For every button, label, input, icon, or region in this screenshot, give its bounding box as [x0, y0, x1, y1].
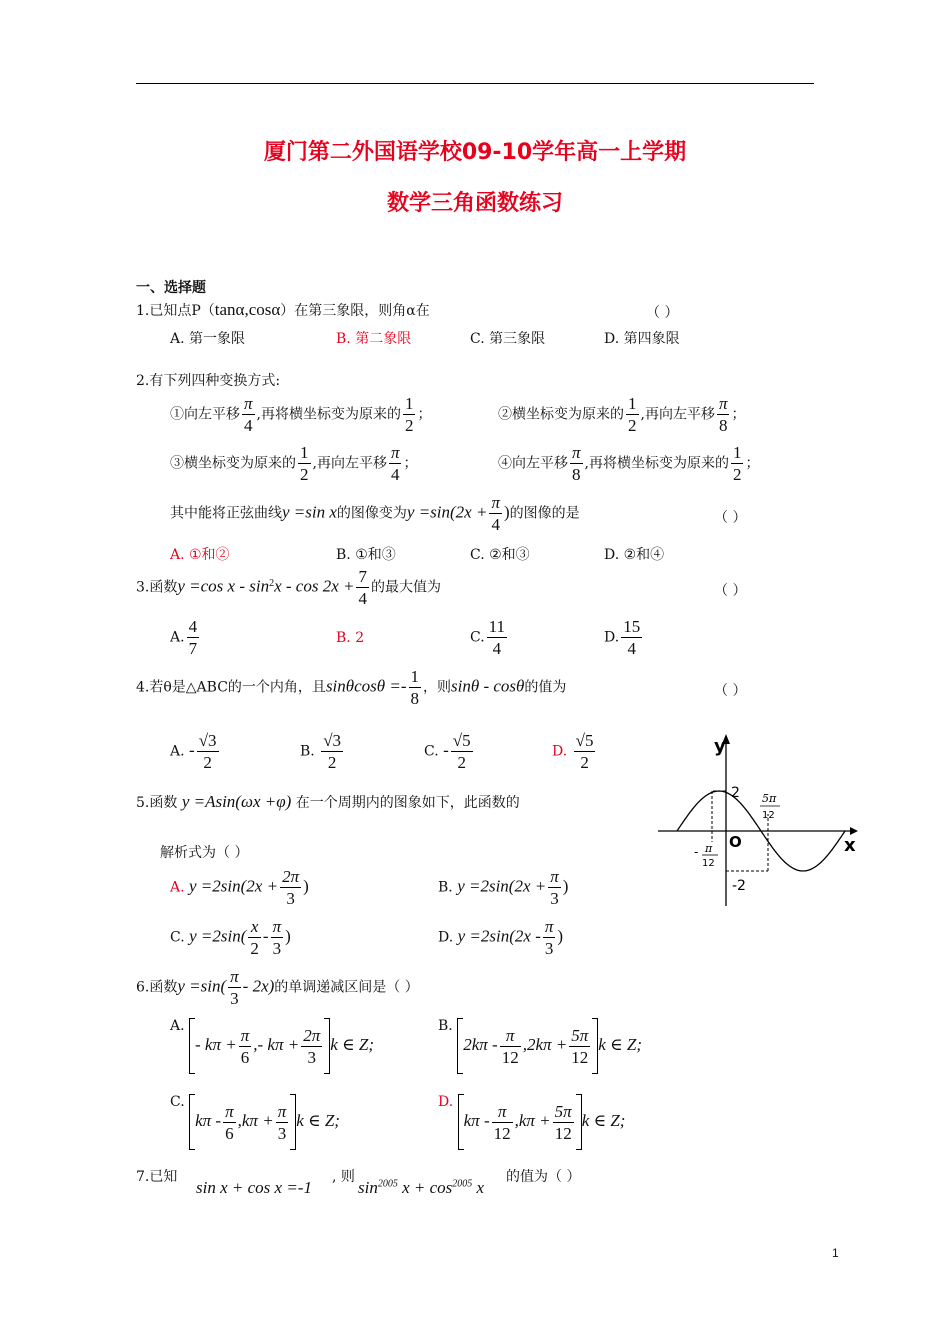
q1-option-a: A. 第一象限 — [170, 331, 246, 347]
q4-option-a: A. - $\frac{√3}{2}$ — [170, 731, 217, 772]
q3-answer-paren: （ ） — [714, 583, 747, 599]
question-3: 3.函数y =cos x - $\sin^2x$ - cos 2x + $\frac{7}{4}$ 的最大值为 — [136, 567, 441, 608]
question-7: 7.已知 — [136, 1169, 178, 1185]
section-heading: 一、选择题 — [136, 280, 206, 296]
q7-target: $\sin^{2005} x + \cos^{2005} x$ — [358, 1178, 485, 1197]
q5-option-b: B. y =2sin(2x + $\frac{\pi}{3}$ ) — [438, 867, 569, 908]
q5-option-a: A. y =2sin(2x + $\frac{2\pi}{3}$ ) — [170, 867, 309, 908]
q1-answer-paren: （ ） — [646, 305, 679, 321]
question-5: 5.函数 y =Asin(ωx +φ) 在一个周期内的图象如下，此函数的 — [136, 792, 520, 811]
right-tick-num: 5π — [762, 792, 777, 805]
q2-transform-4: ④向左平移 $\frac{\pi}{8}$ ,再将横坐标变为原来的 $\frac{1}{2}$ ； — [498, 443, 760, 484]
x-label: x — [844, 835, 856, 856]
q2-answer-paren: （ ） — [714, 510, 747, 526]
q6-option-d: D. kπ - $\frac{\pi}{12}$ ,kπ + $\frac{5\pi}{12}$ k ∈ Z; — [438, 1094, 625, 1150]
right-tick-den: 12 — [762, 810, 775, 821]
q6-option-c: C. kπ - $\frac{\pi}{6}$ ,kπ + $\frac{\pi}{3}$ k ∈ Z; — [170, 1094, 340, 1150]
q1-option-b: B. 第二象限 — [336, 331, 412, 347]
q6-option-a: A. - kπ + $\frac{\pi}{6}$ ,- kπ + $\frac{2\pi}{3}$ k ∈ Z; — [170, 1018, 374, 1074]
origin-label: O — [729, 833, 742, 851]
q2-question: 其中能将正弦曲线y =sin x的图像变为y =sin(2x + $\frac{\pi}{4}$ )的图像的是 — [170, 493, 580, 534]
q1-option-d: D. 第四象限 — [604, 331, 680, 347]
q3-option-c: C. $\frac{11}{4}$ — [470, 617, 506, 658]
q7-condition: sin x + cos x =-1 — [196, 1178, 312, 1197]
q4-option-d: D. $\frac{√5}{2}$ — [552, 731, 594, 772]
q5-option-c: C. y =2sin( $\frac{x}{2}$ - $\frac{\pi}{3}$ ) — [170, 917, 291, 958]
top-rule — [136, 83, 814, 84]
q2-option-a: A. ①和② — [170, 547, 230, 563]
q2-transform-3: ③横坐标变为原来的 $\frac{1}{2}$ ,再向左平移 $\frac{\pi}{4}$ ； — [170, 443, 418, 484]
q2-option-b: B. ①和③ — [336, 547, 396, 563]
question-4: 4.若θ是△ABC的一个内角，且sinθcosθ =- $\frac{1}{8}$ ，则sinθ - cosθ的值为 — [136, 667, 567, 708]
question-1: 1.已知点P（tanα,cosα）在第三象限，则角α在 — [136, 300, 430, 319]
left-tick-den: 12 — [702, 858, 715, 869]
title-line-2: 数学三角函数练习 — [386, 191, 563, 216]
q2-transform-2: ②横坐标变为原来的 $\frac{1}{2}$ ,再向左平移 $\frac{\pi}{8}$ ； — [498, 394, 746, 435]
sine-graph — [652, 730, 862, 912]
q5-option-d: D. y =2sin(2x - $\frac{\pi}{3}$ ) — [438, 917, 564, 958]
q2-option-c: C. ②和③ — [470, 547, 530, 563]
q5-line2: 解析式为（ ） — [160, 845, 249, 861]
question-6: 6.函数y =sin( $\frac{\pi}{3}$ - 2x)的单调递减区间是（ ） — [136, 967, 419, 1008]
q7-post: 的值为（ ） — [506, 1169, 581, 1185]
max-label: 2 — [731, 785, 740, 801]
q4-option-b: B. $\frac{√3}{2}$ — [300, 731, 342, 772]
x-axis-arrow — [850, 827, 858, 835]
left-tick-sign: - — [694, 845, 699, 859]
q4-answer-paren: （ ） — [714, 683, 747, 699]
page-number: 1 — [832, 1246, 839, 1260]
q7-then: , 则 — [332, 1169, 355, 1185]
question-2: 2.有下列四种变换方式: — [136, 373, 281, 389]
y-label: y — [714, 736, 726, 757]
q3-option-d: D. $\frac{15}{4}$ — [604, 617, 641, 658]
min-label: -2 — [732, 878, 746, 894]
q3-option-a: A. $\frac{4}{7}$ — [170, 617, 198, 658]
q6-option-b: B. 2kπ - $\frac{\pi}{12}$ ,2kπ + $\frac{5\pi}{12}$ k ∈ Z; — [438, 1018, 642, 1074]
title-line-1: 厦门第二外国语学校09-10学年高一上学期 — [263, 140, 687, 165]
q3-option-b: B. 2 — [336, 630, 365, 646]
q1-option-c: C. 第三象限 — [470, 331, 546, 347]
q4-option-c: C. - $\frac{√5}{2}$ — [424, 731, 471, 772]
q2-transform-1: ①向左平移 $\frac{\pi}{4}$ ,再将横坐标变为原来的 $\frac{1}{2}$ ； — [170, 394, 432, 435]
left-tick-num: π — [705, 842, 713, 855]
q2-option-d: D. ②和④ — [604, 547, 665, 563]
